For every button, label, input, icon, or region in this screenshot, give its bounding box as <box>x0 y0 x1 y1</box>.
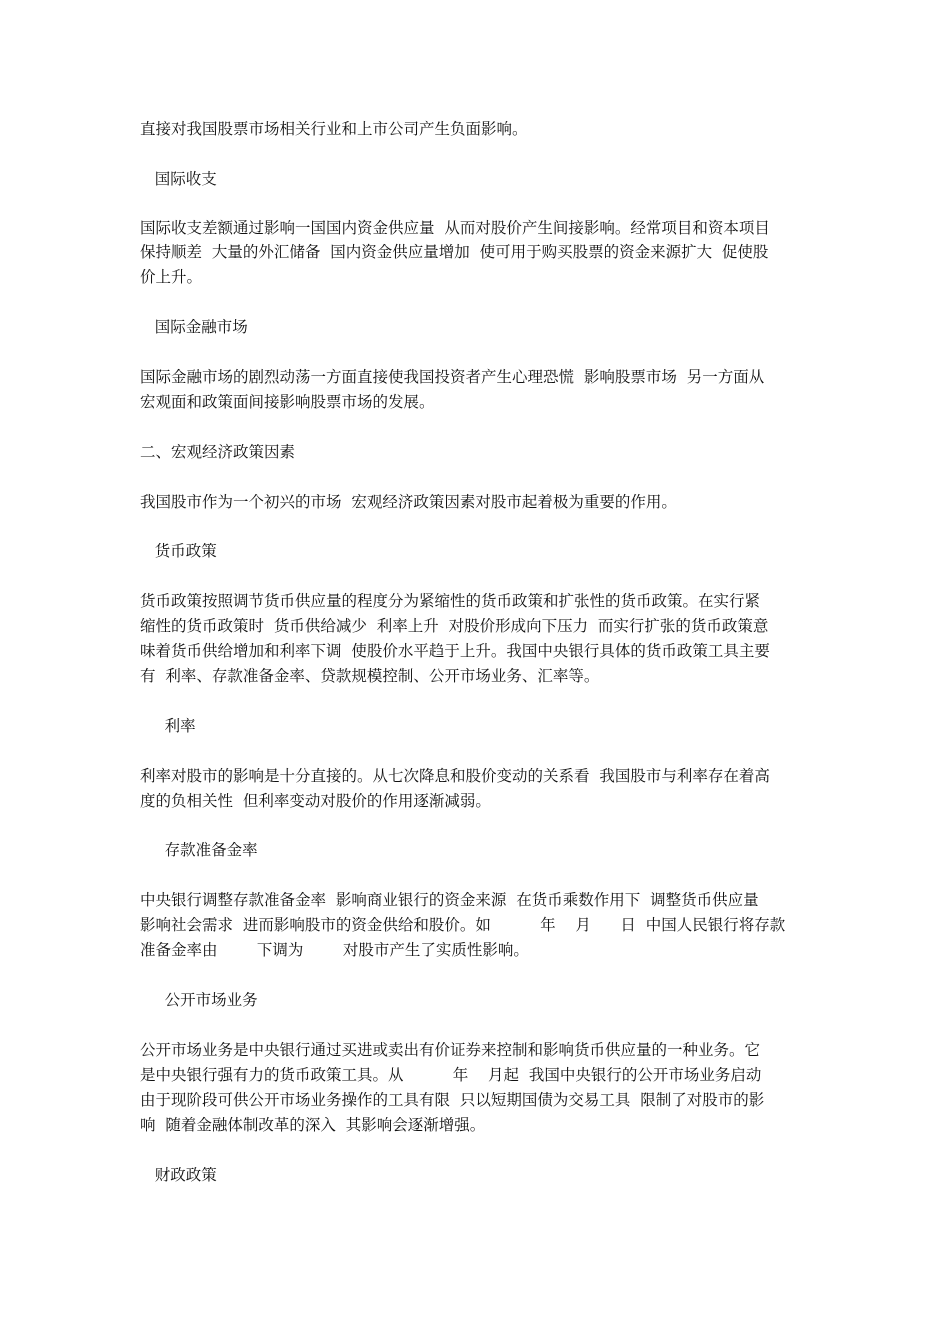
subheading-international-balance: 国际收支 <box>140 170 217 188</box>
paragraph-line: 响 随着金融体制改革的深入 其影响会逐渐增强。 <box>140 1116 486 1134</box>
paragraph-line: 宏观面和政策面间接影响股票市场的发展。 <box>140 393 435 411</box>
subheading-monetary-policy: 货币政策 <box>140 542 217 560</box>
subheading-open-market: 公开市场业务 <box>140 991 258 1009</box>
paragraph-line: 缩性的货币政策时 货币供给减少 利率上升 对股价形成向下压力 而实行扩张的货币政策意 <box>140 617 769 635</box>
paragraph-line: 直接对我国股票市场相关行业和上市公司产生负面影响。 <box>140 120 528 138</box>
subheading-reserve-ratio: 存款准备金率 <box>140 841 258 859</box>
paragraph-line: 利率对股市的影响是十分直接的。从七次降息和股价变动的关系看 我国股市与利率存在着高 <box>140 767 770 785</box>
subheading-international-financial-market: 国际金融市场 <box>140 318 248 336</box>
paragraph-line: 由于现阶段可供公开市场业务操作的工具有限 只以短期国债为交易工具 限制了对股市的影 <box>140 1091 765 1109</box>
section-heading-macro-policy: 二、宏观经济政策因素 <box>140 443 296 461</box>
paragraph-line: 货币政策按照调节货币供应量的程度分为紧缩性的货币政策和扩张性的货币政策。在实行紧 <box>140 592 761 610</box>
paragraph-line: 价上升。 <box>140 268 203 286</box>
paragraph-line: 国际金融市场的剧烈动荡一方面直接使我国投资者产生心理恐慌 影响股票市场 另一方面从 <box>140 368 765 386</box>
paragraph-line: 公开市场业务是中央银行通过买进或卖出有价证券来控制和影响货币供应量的一种业务。它 <box>140 1041 761 1059</box>
paragraph-line: 有 利率、存款准备金率、贷款规模控制、公开市场业务、汇率等。 <box>140 667 600 685</box>
paragraph-line: 我国股市作为一个初兴的市场 宏观经济政策因素对股市起着极为重要的作用。 <box>140 493 677 511</box>
paragraph-line: 中央银行调整存款准备金率 影响商业银行的资金来源 在货币乘数作用下 调整货币供应量 <box>140 891 759 909</box>
paragraph-line: 度的负相关性 但利率变动对股价的作用逐渐减弱。 <box>140 792 491 810</box>
paragraph-line: 保持顺差 大量的外汇储备 国内资金供应量增加 使可用于购买股票的资金来源扩大 促使股 <box>140 243 769 261</box>
subheading-fiscal-policy: 财政政策 <box>140 1166 217 1184</box>
paragraph-line: 影响社会需求 进而影响股市的资金供给和股价。如 年 月 日 中国人民银行将存款 <box>140 916 786 934</box>
paragraph-line: 味着货币供给增加和利率下调 使股价水平趋于上升。我国中央银行具体的货币政策工具主要 <box>140 642 770 660</box>
paragraph-line: 是中央银行强有力的货币政策工具。从 年 月起 我国中央银行的公开市场业务启动 <box>140 1066 762 1084</box>
paragraph-line: 国际收支差额通过影响一国国内资金供应量 从而对股价产生间接影响。经常项目和资本项目 <box>140 219 770 237</box>
paragraph-line: 准备金率由 下调为 对股市产生了实质性影响。 <box>140 941 529 959</box>
subheading-interest-rate: 利率 <box>140 717 196 735</box>
